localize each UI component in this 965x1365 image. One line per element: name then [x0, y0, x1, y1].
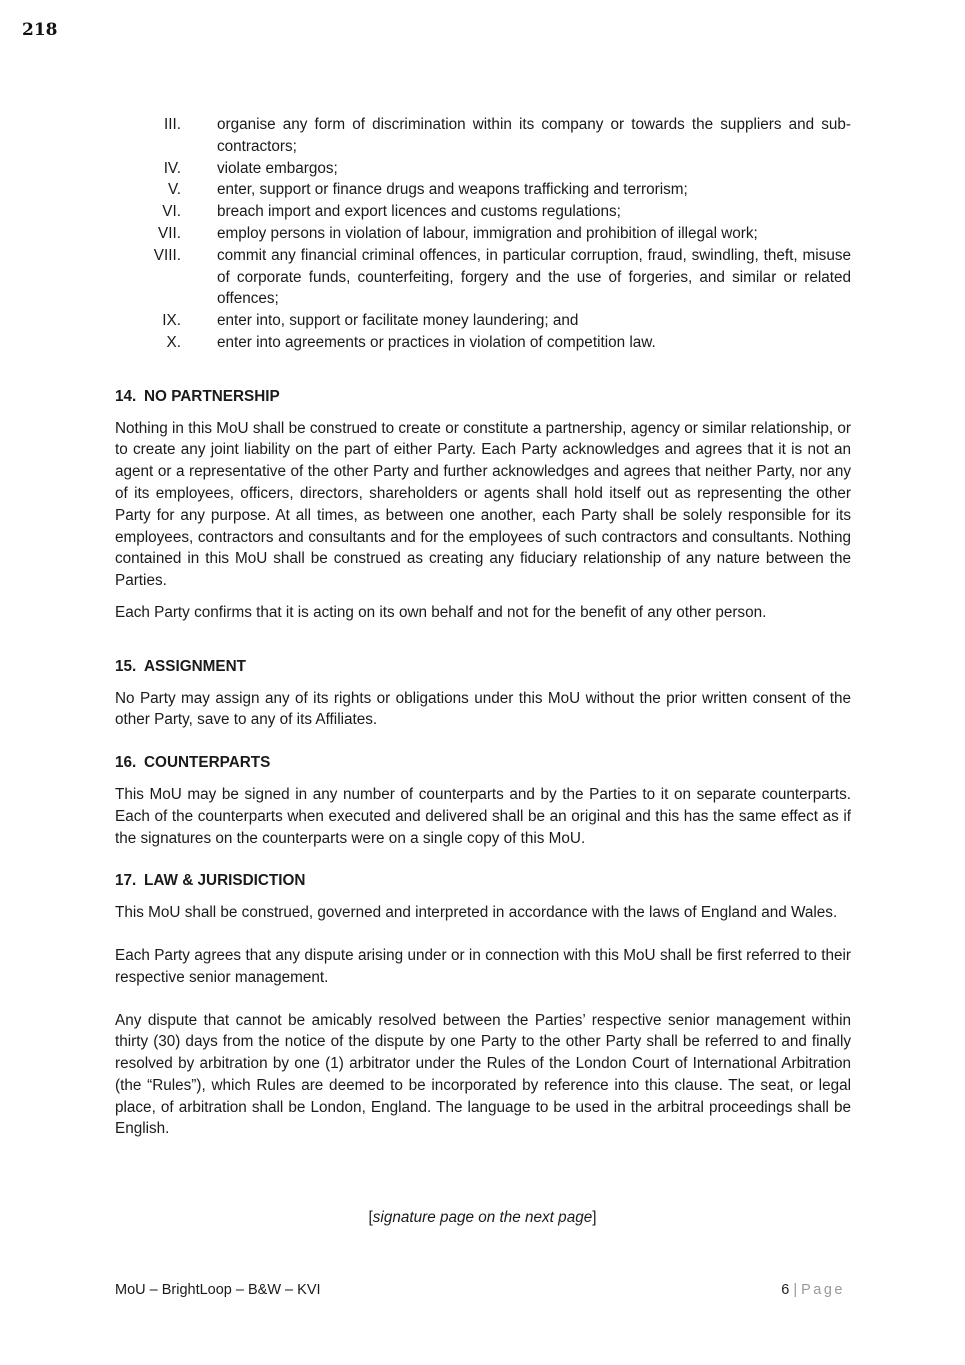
list-item: [115, 201, 851, 223]
list-item-number: VIII.: [153, 246, 181, 264]
section-paragraph: Any dispute that cannot be amicably resolved between the Parties’ respective senior management within thirty (30) days from the notice of the dispute by one Party to the other Party shall be referred to and finally resolved by arbitration by one (1) arbitrator under the Rules of the London Court of International Arbitration (the “Rules”), which Rules are deemed to be incorporated by reference into this clause. The seat, or legal place, of arbitration shall be London, England. The language to be used in the arbitral proceedings shall be English.: [115, 1011, 851, 1138]
document-body: [115, 114, 851, 1140]
list-item-text: organise any form of discrimination within its company or towards the suppliers and sub-contractors;: [217, 116, 851, 155]
section-heading: 14. NO PARTNERSHIP: [115, 387, 280, 405]
list-item: [115, 332, 851, 354]
list-item-text: employ persons in violation of labour, immigration and prohibition of illegal work;: [217, 224, 758, 242]
list-item: [115, 245, 851, 310]
section-paragraph: Each Party confirms that it is acting on its own behalf and not for the benefit of any other person.: [115, 603, 767, 621]
list-item-number: IV.: [163, 159, 181, 177]
section-paragraph: This MoU may be signed in any number of counterparts and by the Parties to it on separate counterparts. Each of the counterparts when executed and delivered shall be an original and this has the same effect as if the signatures on the counterparts were on a single copy of this MoU.: [115, 785, 851, 847]
list-item-text: breach import and export licences and customs regulations;: [217, 203, 621, 221]
section-15: [115, 656, 851, 731]
list-item-text: enter into, support or facilitate money laundering; and: [217, 312, 579, 330]
list-item-number: IX.: [162, 312, 181, 330]
list-item-number: VI.: [162, 203, 181, 221]
list-item-number: III.: [164, 116, 181, 133]
list-item: [115, 158, 851, 180]
section-17: [115, 870, 851, 1140]
footer-page-indicator: 6 | Page: [781, 1282, 845, 1298]
list-item-number: VII.: [158, 224, 181, 242]
list-item-text: violate embargos;: [217, 159, 338, 177]
footer-page-number: 6: [781, 1282, 790, 1298]
list-item-number: X.: [166, 333, 181, 351]
footer-document-title: MoU – BrightLoop – B&W – KVI: [115, 1282, 321, 1298]
list-item: [115, 223, 851, 245]
section-paragraph: This MoU shall be construed, governed and interpreted in accordance with the laws of England and Wales.: [115, 904, 838, 922]
prohibited-actions-list: [115, 114, 851, 354]
section-paragraph: Nothing in this MoU shall be construed to create or constitute a partnership, agency or similar relationship, or to create any joint liability on the part of either Party. Each Party acknowledges and agrees that it is not an agent or a representative of the other Party and further acknowledges and agrees that neither Party, nor any of its employees, officers, directors, shareholders or agents shall hold itself out as representing the other Party for any purpose. At all times, as between one another, each Party shall be solely responsible for its employees, contractors and consultants and for the employees of such contractors and consultants. Nothing contained in this MoU shall be construed as creating any fiduciary relationship of any nature between the Parties.: [115, 419, 851, 590]
list-item-number: V.: [167, 181, 181, 199]
list-item: [115, 179, 851, 201]
footer-page-label: Page: [801, 1282, 845, 1298]
section-heading: 16. COUNTERPARTS: [115, 754, 271, 772]
list-item-text: commit any financial criminal offences, in particular corruption, fraud, swindling, theft, misuse of corporate funds, counterfeiting, forgery and the use of forgeries, and similar or related offences;: [217, 246, 851, 308]
section-16: [115, 752, 851, 849]
section-paragraph: Each Party agrees that any dispute arising under or in connection with this MoU shall be first referred to their respective senior management.: [115, 946, 851, 986]
list-item-text: enter into agreements or practices in violation of competition law.: [217, 333, 656, 351]
section-heading: 15. ASSIGNMENT: [115, 657, 246, 675]
list-item: [115, 114, 851, 158]
list-item-text: enter, support or finance drugs and weapons trafficking and terrorism;: [217, 181, 688, 199]
section-14: [115, 386, 851, 624]
list-item: [115, 310, 851, 332]
section-paragraph: No Party may assign any of its rights or obligations under this MoU without the prior written consent of the other Party, save to any of its Affiliates.: [115, 689, 851, 729]
section-heading: 17. LAW & JURISDICTION: [115, 872, 306, 890]
signature-page-note: [signature page on the next page]: [368, 1209, 597, 1226]
page-number: 218: [22, 20, 58, 40]
